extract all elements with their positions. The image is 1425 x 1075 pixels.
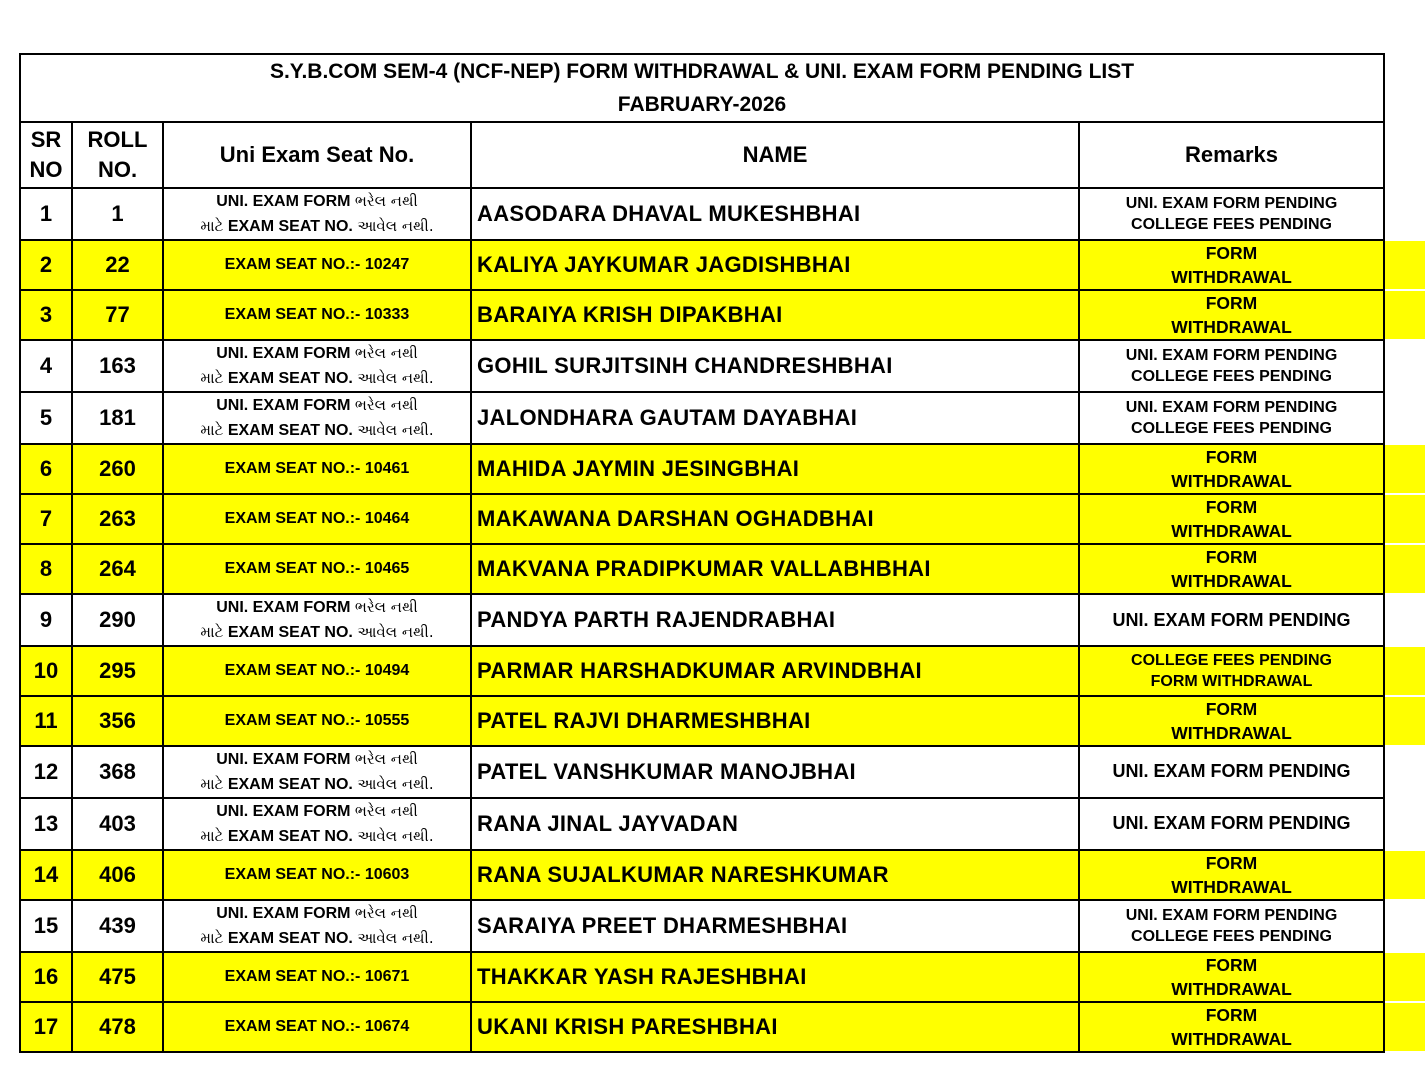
highlight-overflow — [1385, 241, 1425, 289]
remark-line: FORM — [1205, 243, 1258, 263]
seat-not-filled-line2 — [164, 926, 470, 951]
table-row — [20, 798, 1384, 850]
seat-no-cell — [163, 746, 471, 798]
seat-note-gu-2: માટે — [200, 826, 224, 845]
student-name-cell: RANA SUJALKUMAR NARESHKUMAR — [471, 850, 1079, 900]
remark-line: FORM — [1205, 852, 1258, 873]
seat-not-filled-line2 — [164, 824, 470, 849]
roll-no-cell: 163 — [72, 340, 163, 392]
table-row — [20, 594, 1384, 646]
pending-list-table — [19, 53, 1385, 1053]
remark-line: FORM — [1205, 698, 1258, 719]
seat-not-filled-line1 — [164, 595, 470, 620]
seat-note-en-2: EXAM SEAT NO. — [227, 929, 353, 947]
seat-no-cell — [163, 188, 471, 240]
table-row — [20, 696, 1384, 746]
highlight-overflow — [1385, 445, 1425, 493]
seat-no-cell: EXAM SEAT NO.:- 10603 — [163, 850, 471, 900]
table-row — [20, 494, 1384, 544]
student-name-cell: GOHIL SURJITSINH CHANDRESHBHAI — [471, 340, 1079, 392]
seat-no-cell: EXAM SEAT NO.:- 10671 — [163, 952, 471, 1002]
table-row — [20, 746, 1384, 798]
col-header-name: NAME — [471, 122, 1079, 188]
highlight-overflow — [1385, 953, 1425, 1001]
highlight-overflow — [1385, 647, 1425, 695]
seat-note-en-1: UNI. EXAM FORM — [216, 193, 351, 210]
seat-no-cell: EXAM SEAT NO.:- 10674 — [163, 1002, 471, 1052]
sr-no-cell: 11 — [20, 696, 72, 746]
student-name-cell: PANDYA PARTH RAJENDRABHAI — [471, 594, 1079, 646]
seat-note-gu-2: માટે — [200, 217, 224, 235]
remarks-cell — [1079, 696, 1384, 746]
remarks-cell — [1079, 494, 1384, 544]
roll-no-cell: 77 — [72, 290, 163, 340]
remark-line: UNI. EXAM FORM PENDING — [1125, 906, 1338, 924]
col-header-roll-line2: NO. — [97, 157, 138, 182]
remark-line: WITHDRAWAL — [1171, 267, 1292, 287]
remarks-cell — [1079, 544, 1384, 594]
seat-not-filled-line1 — [164, 341, 470, 366]
seat-note-en-2: EXAM SEAT NO. — [227, 218, 353, 235]
highlight-overflow — [1385, 545, 1425, 593]
table-row — [20, 392, 1384, 444]
col-header-roll-no — [72, 122, 163, 188]
col-header-sr-line2: NO — [29, 157, 63, 182]
student-name-cell: AASODARA DHAVAL MUKESHBHAI — [471, 188, 1079, 240]
remark-line: FORM — [1205, 954, 1258, 975]
remark-line: WITHDRAWAL — [1171, 978, 1292, 999]
sr-no-cell: 6 — [20, 444, 72, 494]
table-row — [20, 444, 1384, 494]
remark-line: FORM — [1205, 547, 1258, 567]
col-header-sr-line1: SR — [30, 127, 62, 152]
table-row — [20, 544, 1384, 594]
table-row — [20, 240, 1384, 290]
pending-list-sheet — [19, 53, 1383, 1053]
sr-no-cell: 9 — [20, 594, 72, 646]
seat-note-gu-2: માટે — [200, 928, 224, 947]
sr-no-cell: 16 — [20, 952, 72, 1002]
remark-line: UNI. EXAM FORM PENDING — [1112, 813, 1351, 833]
student-name-cell: PARMAR HARSHADKUMAR ARVINDBHAI — [471, 646, 1079, 696]
seat-no-cell: EXAM SEAT NO.:- 10465 — [163, 544, 471, 594]
document-title: S.Y.B.COM SEM-4 (NCF-NEP) FORM WITHDRAWAL & UNI. EXAM FORM PENDING LIST — [20, 54, 1384, 88]
remark-line: FORM WITHDRAWAL — [1150, 672, 1313, 690]
roll-no-cell: 260 — [72, 444, 163, 494]
student-name-cell: BARAIYA KRISH DIPAKBHAI — [471, 290, 1079, 340]
remark-line: FORM — [1205, 1004, 1258, 1025]
highlight-overflow — [1385, 1003, 1425, 1051]
seat-note-en-2: EXAM SEAT NO. — [227, 775, 353, 793]
remark-line: FORM — [1205, 293, 1258, 313]
student-name-cell: UKANI KRISH PARESHBHAI — [471, 1002, 1079, 1052]
remark-line: UNI. EXAM FORM PENDING — [1125, 195, 1338, 212]
remarks-cell — [1079, 900, 1384, 952]
document-month: FABRUARY-2026 — [20, 88, 1384, 122]
remark-line: COLLEGE FEES PENDING — [1131, 927, 1332, 945]
seat-note-gu-3: આવેલ નથી. — [357, 623, 434, 641]
seat-note-en-2: EXAM SEAT NO. — [227, 827, 353, 845]
table-row — [20, 1002, 1384, 1052]
seat-note-gu-3: આવેલ નથી. — [357, 217, 434, 235]
sr-no-cell: 12 — [20, 746, 72, 798]
seat-note-en-1: UNI. EXAM FORM — [216, 802, 351, 820]
seat-note-gu-1: ભરેલ નથી — [354, 749, 418, 768]
seat-not-filled-line2 — [164, 418, 470, 443]
student-name-cell: SARAIYA PREET DHARMESHBHAI — [471, 900, 1079, 952]
seat-no-cell: EXAM SEAT NO.:- 10464 — [163, 494, 471, 544]
seat-note-gu-3: આવેલ નથી. — [357, 369, 434, 387]
seat-not-filled-line1 — [164, 189, 470, 214]
seat-no-cell: EXAM SEAT NO.:- 10247 — [163, 240, 471, 290]
seat-note-en-1: UNI. EXAM FORM — [216, 345, 351, 362]
roll-no-cell: 475 — [72, 952, 163, 1002]
seat-note-gu-2: માટે — [200, 369, 224, 387]
remarks-cell — [1079, 594, 1384, 646]
sr-no-cell: 7 — [20, 494, 72, 544]
table-row — [20, 188, 1384, 240]
seat-no-cell — [163, 798, 471, 850]
seat-not-filled-line1 — [164, 799, 470, 824]
subtitle-row — [20, 88, 1384, 122]
seat-note-gu-2: માટે — [200, 774, 224, 793]
remarks-cell — [1079, 340, 1384, 392]
remark-line: FORM — [1205, 497, 1258, 517]
remark-line: COLLEGE FEES PENDING — [1131, 420, 1332, 437]
remarks-cell — [1079, 646, 1384, 696]
seat-no-cell — [163, 392, 471, 444]
roll-no-cell: 295 — [72, 646, 163, 696]
table-row — [20, 646, 1384, 696]
remarks-cell — [1079, 392, 1384, 444]
sr-no-cell: 8 — [20, 544, 72, 594]
seat-note-en-2: EXAM SEAT NO. — [227, 624, 353, 641]
seat-note-gu-3: આવેલ નથી. — [357, 774, 434, 793]
remarks-cell — [1079, 188, 1384, 240]
seat-not-filled-line1 — [164, 901, 470, 926]
header-row — [20, 122, 1384, 188]
roll-no-cell: 1 — [72, 188, 163, 240]
student-name-cell: MAHIDA JAYMIN JESINGBHAI — [471, 444, 1079, 494]
sr-no-cell: 15 — [20, 900, 72, 952]
table-row — [20, 850, 1384, 900]
remarks-cell — [1079, 746, 1384, 798]
remark-line: WITHDRAWAL — [1171, 571, 1292, 591]
student-name-cell: THAKKAR YASH RAJESHBHAI — [471, 952, 1079, 1002]
remark-line: WITHDRAWAL — [1171, 1028, 1292, 1049]
remark-line: WITHDRAWAL — [1171, 722, 1292, 743]
roll-no-cell: 181 — [72, 392, 163, 444]
highlight-overflow — [1385, 495, 1425, 543]
seat-not-filled-line1 — [164, 747, 470, 772]
col-header-roll-line1: ROLL — [87, 127, 148, 152]
seat-not-filled-line1 — [164, 393, 470, 418]
sr-no-cell: 5 — [20, 392, 72, 444]
table-row — [20, 290, 1384, 340]
remarks-cell — [1079, 240, 1384, 290]
roll-no-cell: 439 — [72, 900, 163, 952]
seat-note-gu-2: માટે — [200, 623, 224, 641]
sr-no-cell: 3 — [20, 290, 72, 340]
remark-line: WITHDRAWAL — [1171, 471, 1292, 491]
seat-note-en-1: UNI. EXAM FORM — [216, 904, 351, 922]
sr-no-cell: 10 — [20, 646, 72, 696]
remarks-cell — [1079, 290, 1384, 340]
remark-line: WITHDRAWAL — [1171, 317, 1292, 337]
seat-note-gu-1: ભરેલ નથી — [354, 801, 418, 820]
roll-no-cell: 356 — [72, 696, 163, 746]
sr-no-cell: 4 — [20, 340, 72, 392]
remark-line: WITHDRAWAL — [1171, 876, 1292, 897]
student-name-cell: KALIYA JAYKUMAR JAGDISHBHAI — [471, 240, 1079, 290]
seat-note-gu-2: માટે — [200, 421, 224, 439]
roll-no-cell: 22 — [72, 240, 163, 290]
remark-line: WITHDRAWAL — [1171, 521, 1292, 541]
seat-note-gu-1: ભરેલ નથી — [354, 192, 418, 210]
remark-line: COLLEGE FEES PENDING — [1131, 651, 1332, 669]
remarks-cell — [1079, 952, 1384, 1002]
remark-line: COLLEGE FEES PENDING — [1131, 216, 1332, 233]
col-header-remarks: Remarks — [1079, 122, 1384, 188]
seat-note-gu-1: ભરેલ નથી — [354, 396, 418, 414]
seat-note-gu-1: ભરેલ નથી — [354, 598, 418, 616]
table-row — [20, 900, 1384, 952]
seat-no-cell — [163, 900, 471, 952]
seat-not-filled-line2 — [164, 772, 470, 797]
seat-no-cell: EXAM SEAT NO.:- 10333 — [163, 290, 471, 340]
seat-note-gu-3: આવેલ નથી. — [357, 421, 434, 439]
remark-line: FORM — [1205, 447, 1258, 467]
remark-line: COLLEGE FEES PENDING — [1131, 368, 1332, 385]
seat-note-en-2: EXAM SEAT NO. — [227, 370, 353, 387]
student-name-cell: PATEL VANSHKUMAR MANOJBHAI — [471, 746, 1079, 798]
roll-no-cell: 290 — [72, 594, 163, 646]
roll-no-cell: 368 — [72, 746, 163, 798]
seat-no-cell — [163, 594, 471, 646]
roll-no-cell: 478 — [72, 1002, 163, 1052]
remark-line: UNI. EXAM FORM PENDING — [1125, 399, 1338, 416]
roll-no-cell: 264 — [72, 544, 163, 594]
seat-not-filled-line2 — [164, 366, 470, 391]
seat-no-cell: EXAM SEAT NO.:- 10555 — [163, 696, 471, 746]
seat-note-en-1: UNI. EXAM FORM — [216, 750, 351, 768]
highlight-overflow — [1385, 697, 1425, 745]
seat-not-filled-line2 — [164, 214, 470, 239]
seat-note-gu-3: આવેલ નથી. — [357, 928, 434, 947]
seat-note-en-1: UNI. EXAM FORM — [216, 599, 351, 616]
student-name-cell: MAKVANA PRADIPKUMAR VALLABHBHAI — [471, 544, 1079, 594]
student-name-cell: RANA JINAL JAYVADAN — [471, 798, 1079, 850]
student-name-cell: PATEL RAJVI DHARMESHBHAI — [471, 696, 1079, 746]
remarks-cell — [1079, 798, 1384, 850]
student-name-cell: MAKAWANA DARSHAN OGHADBHAI — [471, 494, 1079, 544]
student-name-cell: JALONDHARA GAUTAM DAYABHAI — [471, 392, 1079, 444]
roll-no-cell: 406 — [72, 850, 163, 900]
sr-no-cell: 13 — [20, 798, 72, 850]
remark-line: UNI. EXAM FORM PENDING — [1112, 609, 1351, 630]
seat-note-en-1: UNI. EXAM FORM — [216, 397, 351, 414]
sr-no-cell: 1 — [20, 188, 72, 240]
remarks-cell — [1079, 1002, 1384, 1052]
table-row — [20, 952, 1384, 1002]
seat-note-gu-3: આવેલ નથી. — [357, 826, 434, 845]
col-header-sr-no — [20, 122, 72, 188]
roll-no-cell: 403 — [72, 798, 163, 850]
seat-note-en-2: EXAM SEAT NO. — [227, 422, 353, 439]
sr-no-cell: 14 — [20, 850, 72, 900]
sr-no-cell: 17 — [20, 1002, 72, 1052]
seat-note-gu-1: ભરેલ નથી — [354, 344, 418, 362]
remarks-cell — [1079, 444, 1384, 494]
roll-no-cell: 263 — [72, 494, 163, 544]
col-header-seat-no: Uni Exam Seat No. — [163, 122, 471, 188]
remark-line: UNI. EXAM FORM PENDING — [1112, 761, 1351, 781]
table-row — [20, 340, 1384, 392]
title-row — [20, 54, 1384, 88]
sr-no-cell: 2 — [20, 240, 72, 290]
remark-line: UNI. EXAM FORM PENDING — [1125, 347, 1338, 364]
highlight-overflow — [1385, 291, 1425, 339]
seat-note-gu-1: ભરેલ નથી — [354, 903, 418, 922]
seat-not-filled-line2 — [164, 620, 470, 645]
seat-no-cell: EXAM SEAT NO.:- 10461 — [163, 444, 471, 494]
highlight-overflow — [1385, 851, 1425, 899]
remarks-cell — [1079, 850, 1384, 900]
seat-no-cell: EXAM SEAT NO.:- 10494 — [163, 646, 471, 696]
seat-no-cell — [163, 340, 471, 392]
